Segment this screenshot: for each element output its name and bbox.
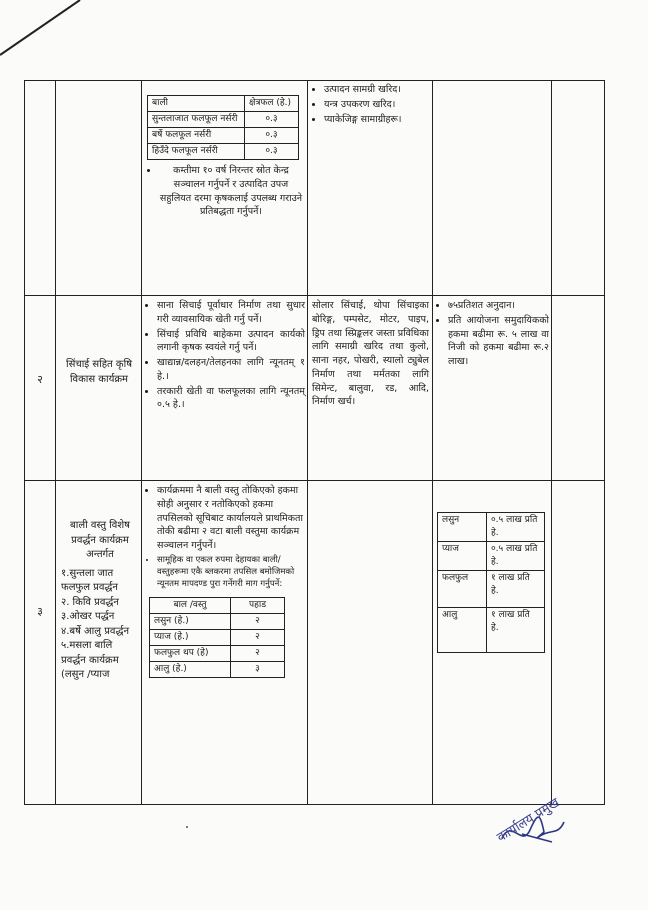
- list-item: • उत्पादन सामग्री खरिद।: [324, 83, 428, 97]
- list-item: • सिंचाई प्रविधि बाहेकमा उत्पादन कार्यको लगानी कृषक स्वयंले गर्नु पर्ने।: [157, 328, 305, 356]
- table-row: लसुन ०.५ लाख प्रति हे.: [438, 513, 545, 542]
- row1-crop-table: [147, 95, 299, 160]
- office-chief-stamp-text: कार्यालय प्रमुख: [494, 795, 563, 846]
- col-divider: [307, 81, 308, 804]
- list-item: • यन्त्र उपकरण खरिद।: [324, 98, 428, 112]
- row2-number: २: [37, 373, 43, 386]
- row3-title-line: १.सुन्तला जात फलफुल प्रवर्द्धन: [61, 567, 118, 593]
- list-item: • कम्तीमा १० वर्ष निरन्तर स्रोत केन्द्र सञ्चालन गर्नुपर्ने र उत्पादित उपज सहुलियत दरमा कृषकलाई उपलब्ध गराउने प्रतिबद्धता गर्नुपर्ने।: [159, 164, 303, 219]
- col-divider: [432, 81, 433, 804]
- row3-title-line: ४.बर्षे आलु प्रवर्द्धन: [61, 625, 130, 637]
- row-divider: [25, 295, 604, 296]
- table-row: फलफुल १ लाख प्रति हे.: [438, 571, 545, 608]
- row3-table-header-hill: पहाड: [231, 597, 285, 613]
- row1-criteria: [147, 95, 303, 220]
- list-item: • सामूहिक वा एकल रुपमा देहायका बाली/वस्तुहरूमा एकै ब्लकरमा तपसिल बमोजिमको न्यूनतम मापदण्ड पुरा गर्नेगरी माग गर्नुपर्ने:: [157, 554, 305, 591]
- row1-table-header-area: क्षेत्रफल (हे.): [245, 96, 299, 112]
- row3-title-line: २. किवि प्रवर्द्धन: [61, 596, 119, 608]
- row3-crop-table: [149, 597, 285, 678]
- list-item: • खाद्यान्न/दलहन/तेलहनका लागि न्यूनतम् १ हे.।: [157, 356, 305, 384]
- table-row: लसुन (हे.) २: [150, 613, 285, 629]
- table-row: फलफुल थप (हे) २: [150, 645, 285, 661]
- list-item: • साना सिचाई पूर्वाधार निर्माण तथा सुधार गरी व्यावसायिक खेती गर्नु पर्ने।: [157, 299, 305, 327]
- row2-title: सिंचाई सहित कृषि विकास कार्यक्रम: [66, 359, 132, 385]
- row2-criteria-list: [145, 299, 305, 412]
- list-item: • प्रति आयोजना समुदायिकको हकमा बढीमा रू. ५ लाख वा निजी को हकमा बढीमा रू.२ लाख।: [448, 314, 549, 369]
- list-item: • कार्यक्रममा नै बाली वस्तु तोकिएको हकमा सोही अनुसार र नतोकिएको हकमा तपसिलको सूचिबाट कार्यालयले प्राथमिकता तोकी बढीमा २ वटा बाली वस्तुमा कार्यक्रम सञ्चालन गर्नुपर्ने।: [157, 484, 305, 553]
- row3-title: [61, 519, 139, 683]
- main-table: [24, 80, 605, 805]
- list-item: • ७५प्रतिशत अनुदान।: [448, 299, 549, 313]
- list-item: • तरकारी खेती वा फलफूलका लागि न्यूनतम् ०.५ हे.।: [157, 385, 305, 413]
- row2-grant-list: [436, 299, 549, 369]
- col-divider: [551, 81, 552, 804]
- table-row: बर्षे फलफूल नर्सरी ०.३: [148, 128, 299, 144]
- table-row: प्याज (हे.) २: [150, 629, 285, 645]
- col-divider: [55, 81, 56, 804]
- row3-table-header-crop: बाल /वस्तु: [150, 597, 231, 613]
- row3-title-line: ३.ओखर पर्द्धन: [61, 611, 115, 622]
- row3-title-line: ५.मसला बालि प्रवर्द्धन कार्यक्रम (लसुन /प्याज: [61, 640, 119, 680]
- table-row: प्याज ०.५ लाख प्रति हे.: [438, 542, 545, 571]
- table-row: आलु १ लाख प्रति हे.: [438, 608, 545, 653]
- row1-items: [312, 83, 428, 127]
- row3-title-line: बाली वस्तु विशेष प्रवर्द्धन कार्यक्रम अन्तर्गत: [70, 520, 130, 560]
- col-divider: [141, 81, 142, 804]
- row2-items: सोलार सिंचाई, थोपा सिंचाइका बोरिङ्ग, पम्पसेट, मोटर, पाइप, ड्रिप तथा स्प्रिङ्कलर जस्ता प्रविधिका लागि समाग्री खरिद तथा कुलो, साना नहर, पोखरी, स्यालो ट्युबेल निर्माण तथा मर्मतका लागि सिमेन्ट, बालुवा, रड, आदि, निर्माण खर्च।: [312, 300, 429, 408]
- row1-table-header-crop: बाली: [148, 96, 245, 112]
- table-row: हिउँदे फलफूल नर्सरी ०.३: [148, 144, 299, 160]
- row3-number: ३: [37, 605, 43, 618]
- table-row: सुन्तलाजात फलफूल नर्सरी ०.३: [148, 112, 299, 128]
- row1-bullets: [147, 164, 303, 219]
- corner-crease-line: [0, 0, 90, 90]
- row2-criteria: [145, 299, 305, 413]
- list-item: • प्याकेजिङ्ग सामाग्रीहरू।: [324, 113, 428, 127]
- row2-grant: [436, 299, 549, 370]
- row3-grant: [437, 512, 547, 653]
- table-row: आलु (हे.) ३: [150, 661, 285, 677]
- row3-criteria-list: [145, 484, 305, 591]
- row-divider: [25, 480, 604, 481]
- speck: [186, 826, 188, 828]
- row1-items-list: [312, 83, 428, 126]
- row3-criteria: [145, 484, 305, 678]
- row3-grant-table: [437, 512, 545, 653]
